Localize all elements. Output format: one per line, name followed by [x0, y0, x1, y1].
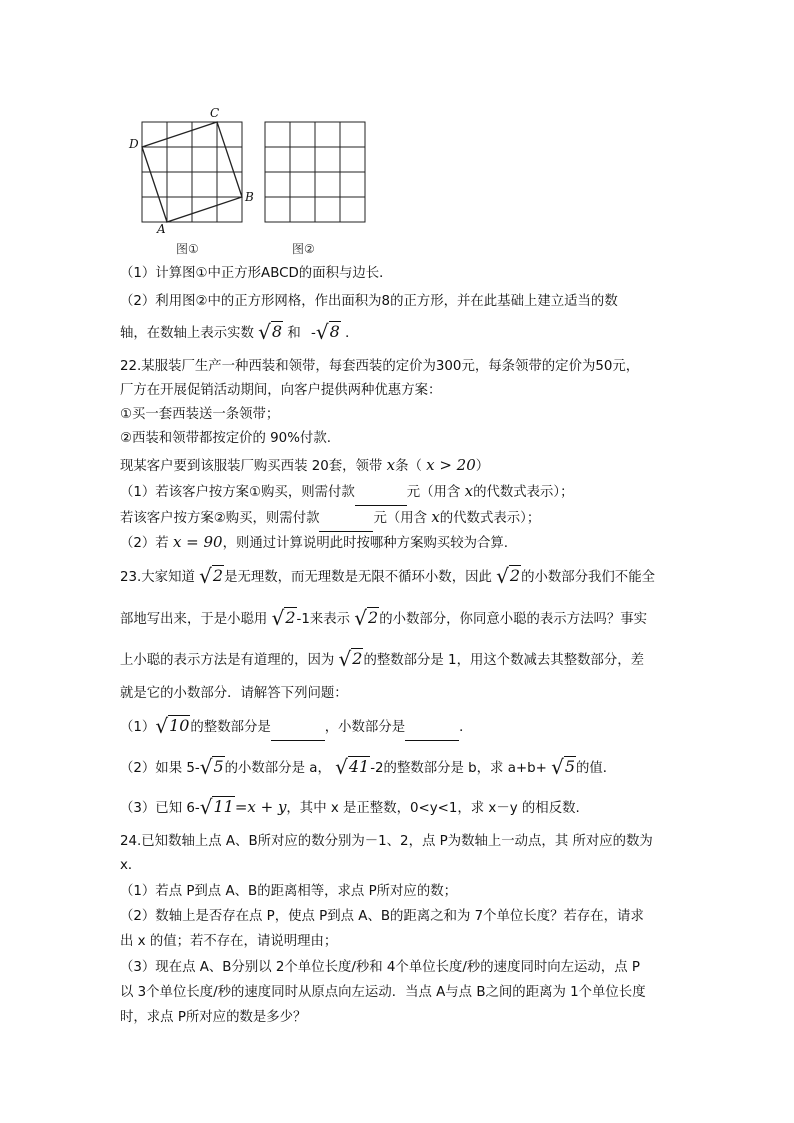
sqrt-11: √11 [199, 795, 234, 819]
q22-option2: ②西装和领带都按定价的 90%付款. [120, 431, 331, 446]
q24-part3: （3）现在点 A、B分别以 2个单位长度/秒和 4个单位长度/秒的速度同时向左运动，点 P [120, 960, 640, 975]
q22-part2: （2）若 x = 90，则通过计算说明此时按哪种方案购买较为合算. [120, 533, 509, 551]
q21-text-c: ． [345, 326, 359, 341]
q22-option1: ①买一套西装送一条领带； [120, 407, 280, 422]
sqrt-2: √2 [496, 564, 521, 588]
q23-part3: （3）已知 6-√11=x + y，其中 x 是正整数，0<y<1，求 x－y 的相反数. [120, 795, 580, 819]
q24-part2-cont: 出 x 的值；若不存在，请说明理由； [120, 934, 338, 949]
q23-line3: 上小聪的表示方法是有道理的，因为 √2的整数部分是 1，用这个数减去其整数部分，差 [120, 647, 645, 671]
q21-text-b: 和 [287, 326, 301, 341]
q23-part2: （2）如果 5-√5的小数部分是 a， √41-2的整数部分是 b，求 a+b+ √5的值． [120, 755, 617, 779]
sqrt-2: √2 [354, 606, 379, 630]
q22-part1-a: （1）若该客户按方案①购买，则需付款 元（用含 x的代数式表示）； [120, 481, 574, 506]
sqrt-5: √5 [551, 755, 576, 779]
sqrt-41: √41 [335, 755, 370, 779]
q24-part2: （2）数轴上是否存在点 P，使点 P到点 A、B的距离之和为 7个单位长度？若存在，请求 [120, 909, 644, 924]
figure-1-grid [130, 104, 260, 244]
figure-2-grid [260, 104, 390, 244]
q24-line2: x． [120, 858, 142, 873]
q24-part3-cont: 以 3个单位长度/秒的速度同时从原点向左运动．当点 A与点 B之间的距离为 1个单位长度 [120, 985, 646, 1000]
point-label-c: C [210, 106, 220, 120]
answer-blank [319, 511, 373, 532]
q21-part2-cont [120, 322, 358, 344]
q23-line2: 部地写出来，于是小聪用 √2-1来表示 √2的小数部分，你同意小聪的表示方法吗？事实 [120, 606, 648, 630]
answer-blank [271, 720, 325, 741]
point-label-d: D [129, 137, 139, 151]
q23-line4: 就是它的小数部分．请解答下列问题： [120, 686, 348, 701]
answer-blank [355, 485, 407, 506]
q24-part3-end: 时，求点 P所对应的数是多少？ [120, 1010, 307, 1025]
figure-2-caption: 图② [292, 242, 315, 256]
answer-blank [405, 720, 459, 741]
q21-part2: （2）利用图②中的正方形网格，作出面积为8的正方形，并在此基础上建立适当的数 [120, 294, 618, 309]
q21-neg-sign: - [311, 326, 316, 341]
q21-text-a: 轴，在数轴上表示实数 [120, 326, 254, 341]
sqrt-2: √2 [271, 606, 296, 630]
q22-line2: 厂方在开展促销活动期间，向客户提供两种优惠方案： [120, 383, 442, 398]
sqrt-2: √2 [338, 647, 363, 671]
q21-part1: （1）计算图①中正方形ABCD的面积与边长． [120, 266, 393, 281]
sqrt-10: √10 [155, 714, 190, 738]
q22-line5: 现某客户要到该服装厂购买西装 20套，领带 x条（ x > 20） [120, 456, 490, 474]
figure-1-caption: 图① [176, 242, 199, 256]
q22-line1: 22.某服装厂生产一种西装和领带，每套西装的定价为300元，每条领带的定价为50元， [120, 359, 640, 374]
q22-part1-b: 若该客户按方案②购买，则需付款 元（用含 x的代数式表示）； [120, 507, 540, 532]
sqrt-8: √8 [258, 320, 283, 344]
q24-part1: （1）若点 P到点 A、B的距离相等，求点 P所对应的数； [120, 884, 457, 899]
q24-line1: 24.已知数轴上点 A、B所对应的数分别为－1、2，点 P为数轴上一动点，其 所对应的数为 [120, 834, 653, 849]
sqrt-5: √5 [199, 755, 224, 779]
point-label-b: B [245, 190, 254, 204]
point-label-a: A [157, 222, 166, 236]
q23-line1: 23.大家知道 √2是无理数，而无理数是无限不循环小数，因此 √2的小数部分我们不能全 [120, 564, 655, 588]
sqrt-8-neg: √8 [315, 320, 340, 344]
sqrt-2: √2 [199, 564, 224, 588]
q23-part1: （1）√10的整数部分是 ，小数部分是 ． [120, 716, 473, 741]
